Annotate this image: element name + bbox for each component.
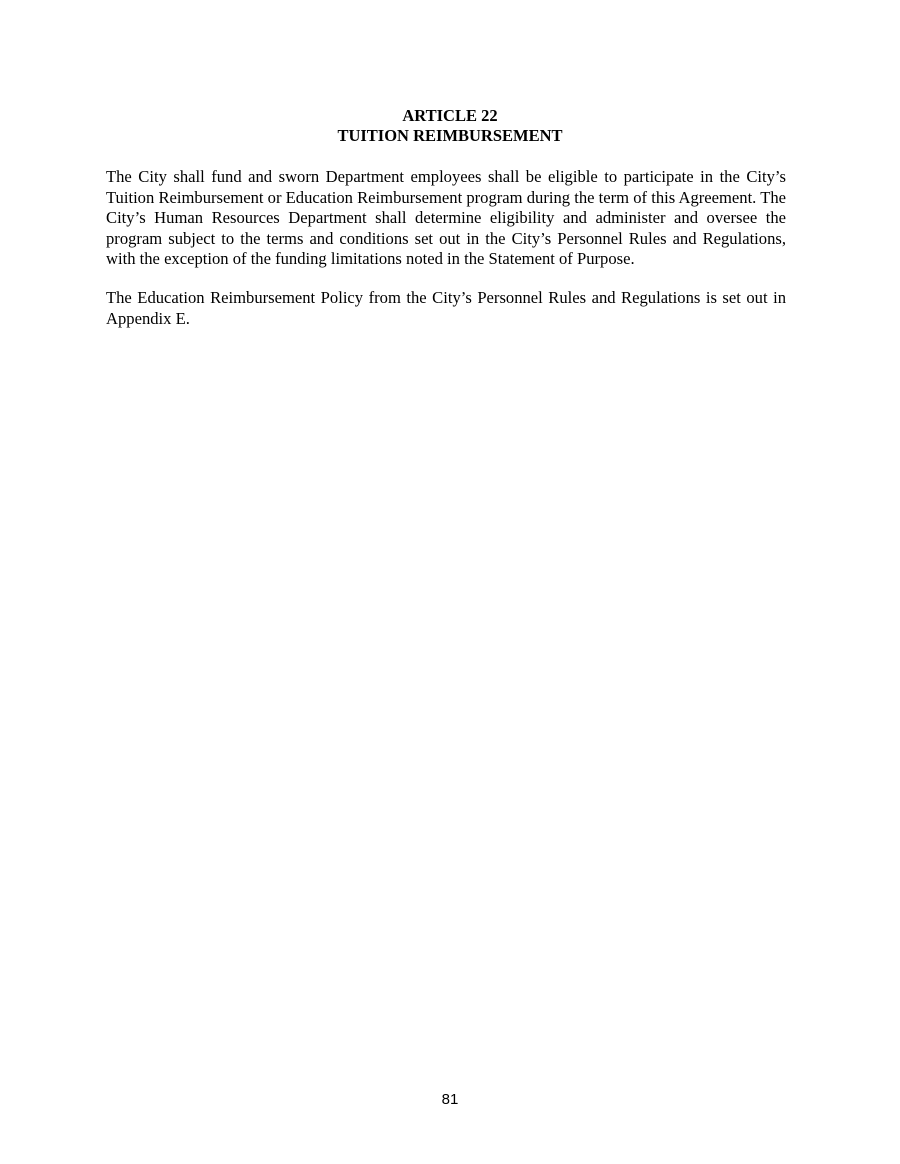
article-title: TUITION REIMBURSEMENT <box>337 126 563 145</box>
page-number: 81 <box>441 1091 459 1108</box>
article-number: ARTICLE 22 <box>402 106 498 125</box>
body-paragraph-policy-reference: The Education Reimbursement Policy from the City’s Personnel Rules and Regulations is set out in Appendix E. <box>106 288 786 328</box>
body-paragraph-eligibility: The City shall fund and sworn Department employees shall be eligible to participate in the City’s Tuition Reimbursement or Education Reimbursement program during the term of this Agreement. The City’s Human Resources Department shall determine eligibility and administer and oversee the program subject to the terms and conditions set out in the City’s Personnel Rules and Regulations, with the exception of the funding limitations noted in the Statement of Purpose. <box>106 167 786 268</box>
